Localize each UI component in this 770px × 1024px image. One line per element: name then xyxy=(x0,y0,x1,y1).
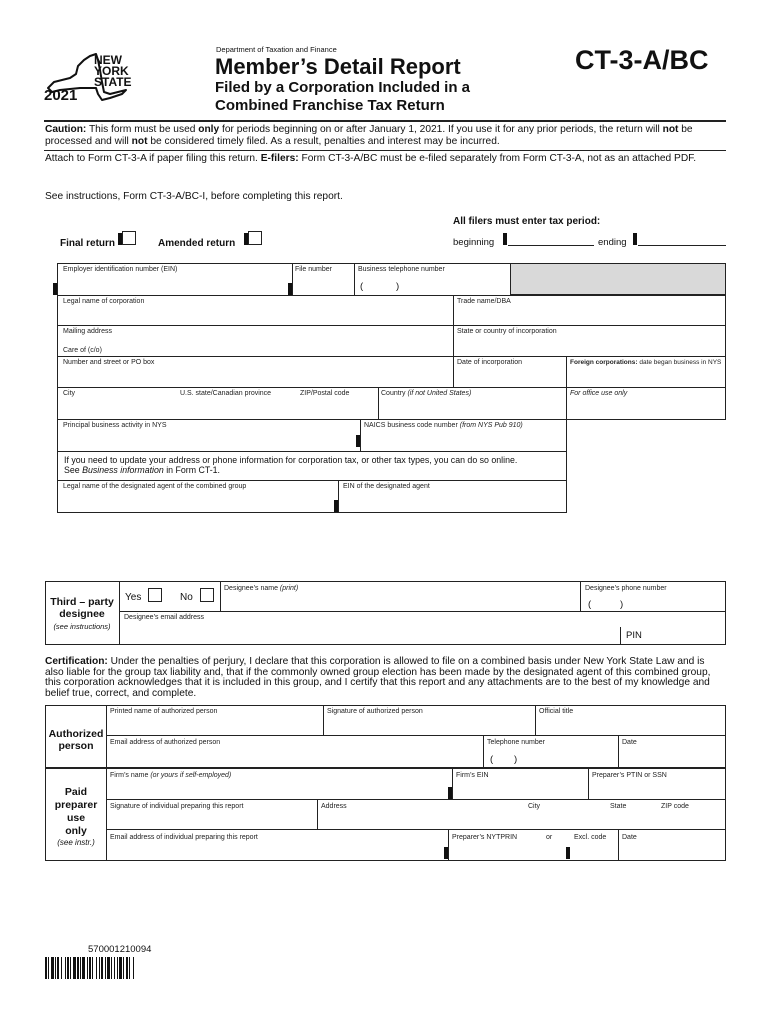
barcode-bar xyxy=(111,957,112,979)
grid-line xyxy=(57,480,567,481)
barcode-bar xyxy=(51,957,54,979)
country-label xyxy=(381,390,471,398)
office-use-text: For office use only xyxy=(570,390,628,397)
attach-text-2: Form CT-3-A/BC must be e-filed separately from Form CT-3-A, not as an attached PDF. xyxy=(298,153,697,164)
foreign-corp-label xyxy=(570,359,721,367)
naics-label xyxy=(364,422,523,430)
final-return-checkbox[interactable] xyxy=(122,231,136,245)
excl-code-marker xyxy=(566,847,570,859)
designee-name-text: Designee’s name xyxy=(224,585,278,592)
designee-no-checkbox[interactable] xyxy=(200,588,214,602)
department-name: Department of Taxation and Finance xyxy=(216,45,337,54)
caution-notice xyxy=(45,124,725,148)
barcode-bar xyxy=(48,957,49,979)
preparer-email-label: Email address of individual preparing this report xyxy=(110,834,258,841)
attach-text-1: Attach to Form CT-3-A if paper filing this return. xyxy=(45,153,261,164)
form-number: CT-3-A/BC xyxy=(575,45,709,75)
city-label: City xyxy=(63,390,76,397)
naics-note: (from NYS Pub 910) xyxy=(459,422,523,429)
grid-line xyxy=(317,799,318,829)
agent-ein-marker xyxy=(334,500,338,512)
authorized-phone-paren-open: ( xyxy=(490,754,494,765)
date-incorp-label: Date of incorporation xyxy=(457,359,522,366)
firm-name-text: Firm’s name xyxy=(110,772,149,779)
agent-name-input[interactable] xyxy=(60,492,334,510)
form-title: Member’s Detail Report xyxy=(215,54,461,79)
nytprin-marker xyxy=(444,847,448,859)
beginning-date-input[interactable] xyxy=(508,233,594,246)
foreign-corp-date-input[interactable] xyxy=(569,368,723,386)
us-state-input[interactable] xyxy=(180,399,298,417)
designee-email-label: Designee’s email address xyxy=(124,614,205,621)
grid-line xyxy=(57,263,58,295)
agent-name-label: Legal name of the designated agent of the combined group xyxy=(63,483,247,490)
beginning-marker xyxy=(503,233,507,245)
grid-line xyxy=(106,735,726,736)
grid-line xyxy=(452,768,453,799)
designee-yes-checkbox[interactable] xyxy=(148,588,162,602)
authorized-title-label: Official title xyxy=(539,708,574,715)
barcode-bar xyxy=(129,957,130,979)
barcode-bar xyxy=(82,957,85,979)
business-phone-label: Business telephone number xyxy=(358,266,445,273)
caution-label: Caution: xyxy=(45,124,87,135)
update-business-info: Business information xyxy=(82,465,164,475)
barcode-bar xyxy=(133,957,134,979)
barcode-bar xyxy=(57,957,59,979)
grid-line xyxy=(57,325,58,420)
caution-text-3: be processed and will xyxy=(45,124,693,147)
designee-pin-label: PIN xyxy=(626,630,642,641)
designee-yes-label: Yes xyxy=(125,592,142,603)
authorized-signature-input[interactable] xyxy=(325,717,533,734)
preparer-heading-line2: preparer xyxy=(54,799,98,811)
nytprin-or-label: or xyxy=(546,834,553,841)
office-use-shaded xyxy=(510,263,726,295)
zip-input[interactable] xyxy=(300,399,376,417)
business-phone-input[interactable] xyxy=(356,275,508,294)
state-incorp-label: State or country of incorporation xyxy=(457,328,557,335)
all-filers-label: All filers must enter tax period: xyxy=(453,216,601,227)
certification-label: Certification: xyxy=(45,656,108,667)
country-input[interactable] xyxy=(381,399,564,417)
designee-phone-paren-close: ) xyxy=(620,599,624,610)
grid-line xyxy=(360,419,361,451)
principal-activity-input[interactable] xyxy=(60,431,354,449)
final-return-label: Final return xyxy=(60,238,116,249)
firm-name-label xyxy=(110,772,231,780)
grid-line xyxy=(483,735,484,768)
ending-label: ending xyxy=(598,237,627,248)
preparer-signature-label: Signature of individual preparing this report xyxy=(110,803,244,810)
authorized-telephone-label: Telephone number xyxy=(487,739,545,746)
logo-text-new: NEW xyxy=(94,53,122,67)
grid-line xyxy=(620,627,621,645)
preparer-zip-label: ZIP code xyxy=(661,803,689,810)
nytprin-input[interactable] xyxy=(450,843,542,860)
legal-name-label: Legal name of corporation xyxy=(63,298,145,305)
authorized-heading-line1: Authorized xyxy=(48,728,104,740)
grid-line xyxy=(57,451,58,513)
file-number-label: File number xyxy=(295,266,332,273)
grid-line xyxy=(323,705,324,735)
see-instructions: See instructions, Form CT-3-A/BC-I, before completing this report. xyxy=(45,191,343,202)
logo-text-state: STATE xyxy=(94,75,132,89)
grid-line xyxy=(57,419,726,420)
caution-text-4: be considered timely filed. As a result, penalties and interest may be incurred. xyxy=(147,136,500,147)
preparer-heading-line4: only xyxy=(65,825,87,837)
authorized-email-label: Email address of authorized person xyxy=(110,739,221,746)
state-incorp-input[interactable] xyxy=(456,337,723,355)
ptin-input[interactable] xyxy=(590,781,724,798)
number-street-label: Number and street or PO box xyxy=(63,359,155,366)
barcode-bar xyxy=(117,957,118,979)
barcode-bar xyxy=(105,957,106,979)
firm-name-note: (or yours if self-employed) xyxy=(150,772,232,779)
authorized-phone-paren-close: ) xyxy=(514,754,518,765)
update-see: See xyxy=(64,465,83,475)
country-text: Country xyxy=(381,390,406,397)
nys-logo xyxy=(40,48,150,108)
caution-text-2: for periods beginning on or after January 1, 2021. If you use it for any prior periods, the return will xyxy=(219,124,663,135)
country-note: (if not United States) xyxy=(407,390,472,397)
designee-name-label xyxy=(224,585,298,593)
preparer-zip-input[interactable] xyxy=(659,812,724,828)
city-input[interactable] xyxy=(60,399,178,417)
authorized-printed-name-input[interactable] xyxy=(108,717,321,734)
preparer-state-label: State xyxy=(610,803,627,810)
grid-line xyxy=(453,295,454,325)
foreign-corp-bold: Foreign corporations: xyxy=(570,359,638,366)
caution-not-1: not xyxy=(662,124,679,135)
designee-phone-input[interactable] xyxy=(582,594,724,610)
barcode-bar xyxy=(114,957,115,979)
preparer-address-label: Address xyxy=(321,803,347,810)
designee-no-label: No xyxy=(180,592,193,603)
business-phone-paren-close: ) xyxy=(396,281,400,292)
grid-line xyxy=(119,611,726,612)
designee-phone-label: Designee’s phone number xyxy=(585,585,667,592)
office-use-label xyxy=(570,390,627,398)
update-info-line1: If you need to update your address or phone information for corporation tax, or other tax types, you can do so online. xyxy=(64,455,518,465)
designee-pin-input[interactable] xyxy=(650,628,724,644)
logo-text-york: YORK xyxy=(94,64,129,78)
grid-line xyxy=(106,705,107,768)
grid-line xyxy=(566,356,567,513)
preparer-heading-line3: use xyxy=(66,812,86,824)
amended-return-label: Amended return xyxy=(158,238,236,249)
certification-text xyxy=(45,657,725,699)
caution-not-2: not xyxy=(131,136,148,147)
care-of-input[interactable] xyxy=(60,337,451,355)
firm-ein-label: Firm’s EIN xyxy=(456,772,489,779)
grid-line xyxy=(354,263,355,295)
zip-label: ZIP/Postal code xyxy=(300,390,350,397)
authorized-printed-name-label: Printed name of authorized person xyxy=(110,708,218,715)
grid-line xyxy=(57,387,726,388)
nytprin-label: Preparer’s NYTPRIN xyxy=(452,834,518,841)
barcode-bar xyxy=(99,957,100,979)
preparer-signature-input[interactable] xyxy=(108,812,315,828)
designee-name-note: (print) xyxy=(279,585,299,592)
grid-line xyxy=(57,325,726,326)
grid-line xyxy=(618,735,619,768)
grid-line xyxy=(119,581,120,645)
trade-name-input[interactable] xyxy=(456,306,723,324)
barcode-bar xyxy=(80,957,81,979)
caution-text-1: This form must be used xyxy=(86,124,199,135)
barcode-bar xyxy=(73,957,76,979)
preparer-heading-sub: (see instr.) xyxy=(57,838,95,847)
ein-label: Employer identification number (EIN) xyxy=(63,266,178,273)
barcode-bar xyxy=(65,957,66,979)
preparer-city-input[interactable] xyxy=(526,812,606,828)
barcode-bar xyxy=(126,957,128,979)
barcode-bar xyxy=(89,957,91,979)
barcode-bar xyxy=(101,957,103,979)
attach-efilers: E-filers: xyxy=(260,153,299,164)
designee-heading-sub: (see instructions) xyxy=(53,622,111,631)
authorized-date-input[interactable] xyxy=(620,748,724,767)
form-year: 2021 xyxy=(44,87,78,104)
preparer-date-label: Date xyxy=(622,834,637,841)
grid-line xyxy=(57,356,726,357)
care-of-label: Care of (c/o) xyxy=(63,347,102,354)
designee-phone-paren-open: ( xyxy=(588,599,592,610)
firm-ein-marker xyxy=(448,787,452,799)
authorized-telephone-input[interactable] xyxy=(485,748,616,767)
preparer-state-input[interactable] xyxy=(608,812,656,828)
barcode-bar xyxy=(55,957,56,979)
designee-heading-line2: designee xyxy=(59,608,105,620)
barcode-bar xyxy=(119,957,122,979)
authorized-email-input[interactable] xyxy=(108,748,481,767)
grid-line xyxy=(378,387,379,419)
barcode-bar xyxy=(96,957,97,979)
amended-return-checkbox[interactable] xyxy=(248,231,262,245)
preparer-heading-line1: Paid xyxy=(64,786,88,798)
authorized-heading-line2: person xyxy=(58,740,94,752)
firm-name-input[interactable] xyxy=(108,781,450,798)
ein-input[interactable] xyxy=(60,275,290,294)
agent-ein-label: EIN of the designated agent xyxy=(343,483,430,490)
barcode-bar xyxy=(77,957,79,979)
file-number-marker xyxy=(288,283,292,295)
preparer-city-label: City xyxy=(528,803,541,810)
firm-ein-input[interactable] xyxy=(454,781,586,798)
designee-name-input[interactable] xyxy=(222,594,578,610)
grid-line xyxy=(106,799,726,800)
business-phone-paren-open: ( xyxy=(360,281,364,292)
grid-line xyxy=(57,295,58,325)
barcode-bar xyxy=(45,957,47,979)
designee-email-input[interactable] xyxy=(122,624,618,644)
number-street-input[interactable] xyxy=(60,368,451,386)
date-incorp-input[interactable] xyxy=(456,368,564,386)
grid-line xyxy=(57,263,510,264)
naics-input[interactable] xyxy=(363,431,564,449)
grid-line xyxy=(725,295,726,419)
grid-line xyxy=(292,263,293,295)
grid-line xyxy=(220,581,221,611)
grid-line xyxy=(106,768,107,861)
preparer-date-input[interactable] xyxy=(620,843,724,860)
update-info-line2 xyxy=(64,465,220,475)
authorized-date-label: Date xyxy=(622,739,637,746)
ending-marker xyxy=(633,233,637,245)
grid-line xyxy=(57,295,726,296)
file-number-input[interactable] xyxy=(294,275,352,294)
grid-line xyxy=(57,512,567,513)
principal-activity-label: Principal business activity in NYS xyxy=(63,422,167,429)
barcode-bar xyxy=(107,957,110,979)
grid-line xyxy=(618,829,619,861)
authorized-title-input[interactable] xyxy=(537,717,724,734)
excl-code-input[interactable] xyxy=(572,843,616,860)
ein-marker xyxy=(53,283,57,295)
ending-date-input[interactable] xyxy=(638,233,726,246)
us-state-label: U.S. state/Canadian province xyxy=(180,390,272,397)
preparer-address-input[interactable] xyxy=(319,812,524,828)
grid-line xyxy=(57,419,58,451)
grid-line xyxy=(588,768,589,799)
header-rule xyxy=(44,120,726,122)
ptin-label: Preparer’s PTIN or SSN xyxy=(592,772,667,779)
barcode-graphic xyxy=(45,957,195,979)
grid-line xyxy=(57,451,567,452)
excl-code-label: Excl. code xyxy=(574,834,607,841)
designee-heading-line1: Third – party xyxy=(50,596,114,608)
barcode-number: 570001210094 xyxy=(88,944,152,955)
barcode-bar xyxy=(67,957,69,979)
barcode-bar xyxy=(92,957,93,979)
form-subtitle-line1: Filed by a Corporation Included in a xyxy=(215,79,471,96)
legal-name-input[interactable] xyxy=(60,306,451,324)
barcode-bar xyxy=(87,957,88,979)
grid-line xyxy=(580,581,581,611)
grid-line xyxy=(448,829,449,861)
trade-name-label: Trade name/DBA xyxy=(457,298,511,305)
attach-notice xyxy=(45,153,725,165)
certification-body: Under the penalties of perjury, I declare that this corporation is allowed to file on a combined basis under New York State Law and is also liable for the group tax liability and, that if the commonly owned group election has been made by the designated agent of this combined group, this corporation acknowledges that it is included in this group, and I certify that this report and any attachments are to the best of my knowledge and belief true, correct, and complete. xyxy=(45,656,711,699)
grid-line xyxy=(106,829,726,830)
grid-line xyxy=(535,705,536,735)
barcode-bar xyxy=(61,957,62,979)
grid-line xyxy=(338,480,339,512)
preparer-email-input[interactable] xyxy=(108,843,446,860)
barcode-bar xyxy=(123,957,124,979)
update-form: in Form CT-1. xyxy=(163,465,220,475)
mailing-address-label: Mailing address xyxy=(63,328,113,335)
barcode-bar xyxy=(70,957,71,979)
caution-rule xyxy=(44,150,726,151)
beginning-label: beginning xyxy=(453,237,495,248)
caution-only: only xyxy=(198,124,220,135)
form-subtitle-line2: Combined Franchise Tax Return xyxy=(215,97,445,114)
agent-ein-input[interactable] xyxy=(342,492,564,510)
authorized-signature-label: Signature of authorized person xyxy=(327,708,423,715)
naics-text: NAICS business code number xyxy=(364,422,458,429)
foreign-corp-rest: date began business in NYS xyxy=(637,359,722,366)
